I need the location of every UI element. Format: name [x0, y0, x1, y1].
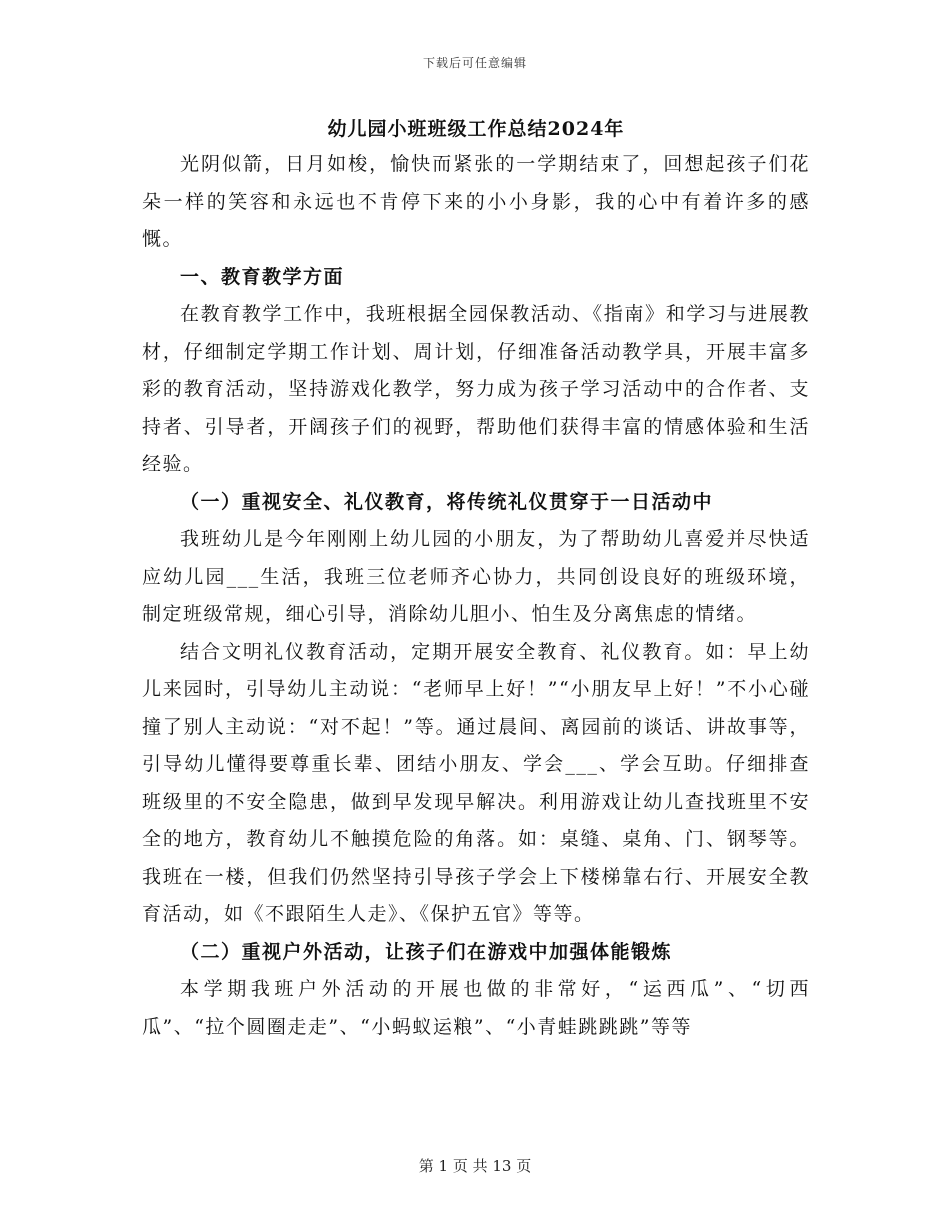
paragraph-intro: 光阴似箭，日月如梭，愉快而紧张的一学期结束了，回想起孩子们花朵一样的笑容和永远也不肯停下来的小小身影，我的心中有着许多的感慨。 — [142, 153, 810, 250]
document-body — [142, 112, 810, 1046]
paragraph-adaptation: 我班幼儿是今年刚刚上幼儿园的小朋友，为了帮助幼儿喜爱并尽快适应幼儿园___生活，我班三位老师齐心协力，共同创设良好的班级环境，制定班级常规，细心引导，消除幼儿胆小、怕生及分离焦虑的情绪。 — [142, 528, 810, 625]
section-heading-1: 一、教育教学方面 — [180, 265, 345, 288]
paragraph-etiquette: 结合文明礼仪教育活动，定期开展安全教育、礼仪教育。如：早上幼儿来园时，引导幼儿主动说：“老师早上好！”“小朋友早上好！”不小心碰撞了别人主动说：“对不起！”等。通过晨间、离园前的谈话、讲故事等，引导幼儿懂得要尊重长辈、团结小朋友、学会___、学会互助。仔细排查班级里的不安全隐患，做到早发现早解决。利用游戏让幼儿查找班里不安全的地方，教育幼儿不触摸危险的角落。如：桌缝、桌角、门、钢琴等。我班在一楼，但我们仍然坚持引导孩子学会上下楼梯靠右行、开展安全教育活动，如《不跟陌生人走》、《保护五官》等等。 — [142, 640, 810, 925]
paragraph-teaching: 在教育教学工作中，我班根据全园保教活动、《指南》和学习与进展教材，仔细制定学期工作计划、周计划，仔细准备活动教学具，开展丰富多彩的教育活动，坚持游戏化教学，努力成为孩子学习活动中的合作者、支持者、引导者，开阔孩子们的视野，帮助他们获得丰富的情感体验和生活经验。 — [142, 303, 810, 475]
paragraph-outdoor: 本学期我班户外活动的开展也做的非常好，“运西瓜”、“切西瓜”、“拉个圆圈走走”、“小蚂蚁运粮”、“小青蛙跳跳跳”等等 — [142, 978, 810, 1038]
header-note: 下载后可任意编辑 — [422, 56, 527, 70]
subsection-heading-2: （二）重视户外活动，让孩子们在游戏中加强体能锻炼 — [180, 940, 673, 963]
subsection-heading-1: （一）重视安全、礼仪教育，将传统礼仪贯穿于一日活动中 — [180, 490, 714, 513]
document-title: 幼儿园小班班级工作总结2024年 — [327, 118, 625, 140]
page-number: 第 1 页 共 13 页 — [418, 1157, 532, 1175]
